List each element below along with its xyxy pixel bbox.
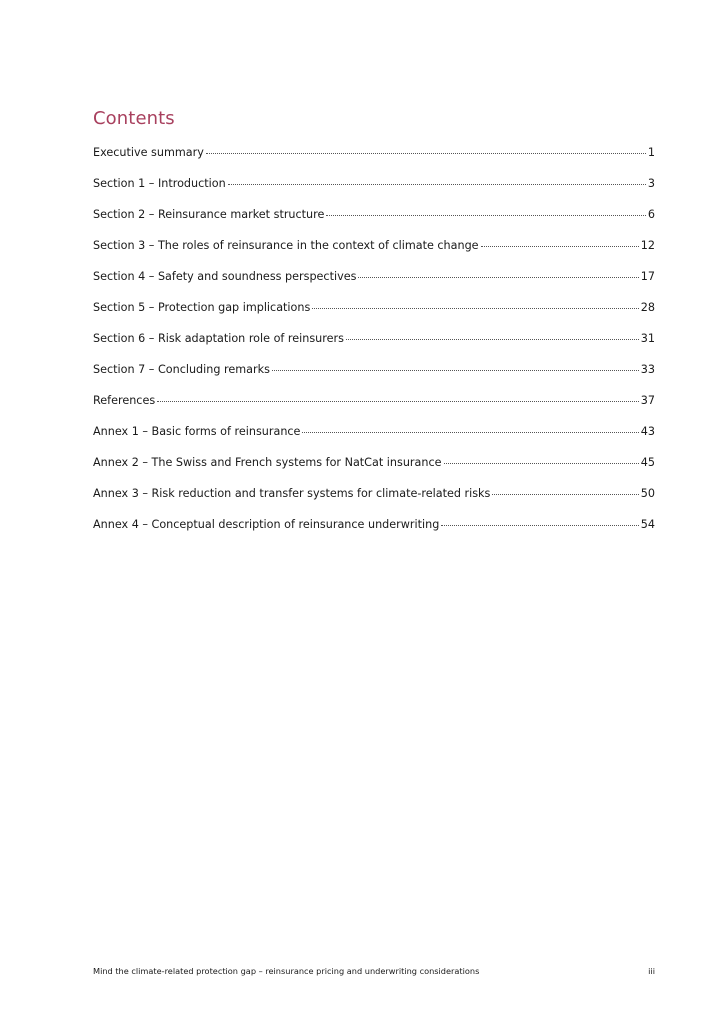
toc-entry-page: 33 — [640, 363, 655, 376]
toc-entry-annex-4[interactable] — [93, 518, 655, 549]
toc-dot-leader — [302, 432, 638, 433]
toc-dot-leader — [228, 184, 646, 185]
toc-entry-page: 43 — [640, 425, 655, 438]
toc-dot-leader — [157, 401, 639, 402]
footer-page-number: iii — [648, 966, 655, 976]
toc-entry-title: Section 7 – Concluding remarks — [93, 363, 270, 376]
toc-entry-title: Section 5 – Protection gap implications — [93, 301, 311, 314]
toc-entry-section-3[interactable] — [93, 239, 655, 270]
toc-entry-page: 45 — [640, 456, 655, 469]
toc-entry-page: 50 — [640, 487, 655, 500]
toc-entry-section-4[interactable] — [93, 270, 655, 301]
toc-entry-title: Annex 2 – The Swiss and French systems for NatCat insurance — [93, 456, 442, 469]
toc-entry-page: 3 — [647, 177, 655, 190]
page-footer — [93, 966, 655, 976]
toc-entry-page: 37 — [640, 394, 655, 407]
toc-entry-section-7[interactable] — [93, 363, 655, 394]
toc-dot-leader — [272, 370, 639, 371]
toc-entry-page: 31 — [640, 332, 655, 345]
footer-document-title: Mind the climate-related protection gap – reinsurance pricing and underwriting considerations — [93, 966, 480, 976]
toc-dot-leader — [206, 153, 646, 154]
toc-entry-title: Annex 3 – Risk reduction and transfer systems for climate-related risks — [93, 487, 491, 500]
toc-entry-page: 1 — [647, 146, 655, 159]
toc-entry-section-5[interactable] — [93, 301, 655, 332]
toc-entry-page: 17 — [640, 270, 655, 283]
toc-dot-leader — [444, 463, 639, 464]
toc-entry-title: References — [93, 394, 156, 407]
toc-entry-page: 6 — [647, 208, 655, 221]
toc-entry-title: Executive summary — [93, 146, 204, 159]
toc-dot-leader — [326, 215, 645, 216]
toc-entry-annex-3[interactable] — [93, 487, 655, 518]
toc-dot-leader — [492, 494, 638, 495]
toc-dot-leader — [441, 525, 638, 526]
toc-entry-title: Section 1 – Introduction — [93, 177, 226, 190]
toc-entry-section-6[interactable] — [93, 332, 655, 363]
toc-entry-page: 28 — [640, 301, 655, 314]
toc-dot-leader — [358, 277, 638, 278]
toc-entry-title: Annex 1 – Basic forms of reinsurance — [93, 425, 301, 438]
toc-entry-annex-1[interactable] — [93, 425, 655, 456]
toc-dot-leader — [481, 246, 639, 247]
toc-entry-title: Section 2 – Reinsurance market structure — [93, 208, 325, 221]
table-of-contents — [93, 146, 655, 549]
toc-entry-page: 12 — [640, 239, 655, 252]
toc-entry-title: Section 6 – Risk adaptation role of reinsurers — [93, 332, 344, 345]
toc-entry-annex-2[interactable] — [93, 456, 655, 487]
toc-dot-leader — [312, 308, 638, 309]
toc-entry-executive-summary[interactable] — [93, 146, 655, 177]
toc-entry-title: Section 4 – Safety and soundness perspectives — [93, 270, 357, 283]
toc-entry-title: Annex 4 – Conceptual description of reinsurance underwriting — [93, 518, 440, 531]
contents-heading: Contents — [93, 108, 175, 129]
toc-entry-page: 54 — [640, 518, 655, 531]
toc-entry-section-1[interactable] — [93, 177, 655, 208]
toc-entry-section-2[interactable] — [93, 208, 655, 239]
toc-entry-title: Section 3 – The roles of reinsurance in the context of climate change — [93, 239, 479, 252]
toc-entry-references[interactable] — [93, 394, 655, 425]
toc-dot-leader — [346, 339, 639, 340]
